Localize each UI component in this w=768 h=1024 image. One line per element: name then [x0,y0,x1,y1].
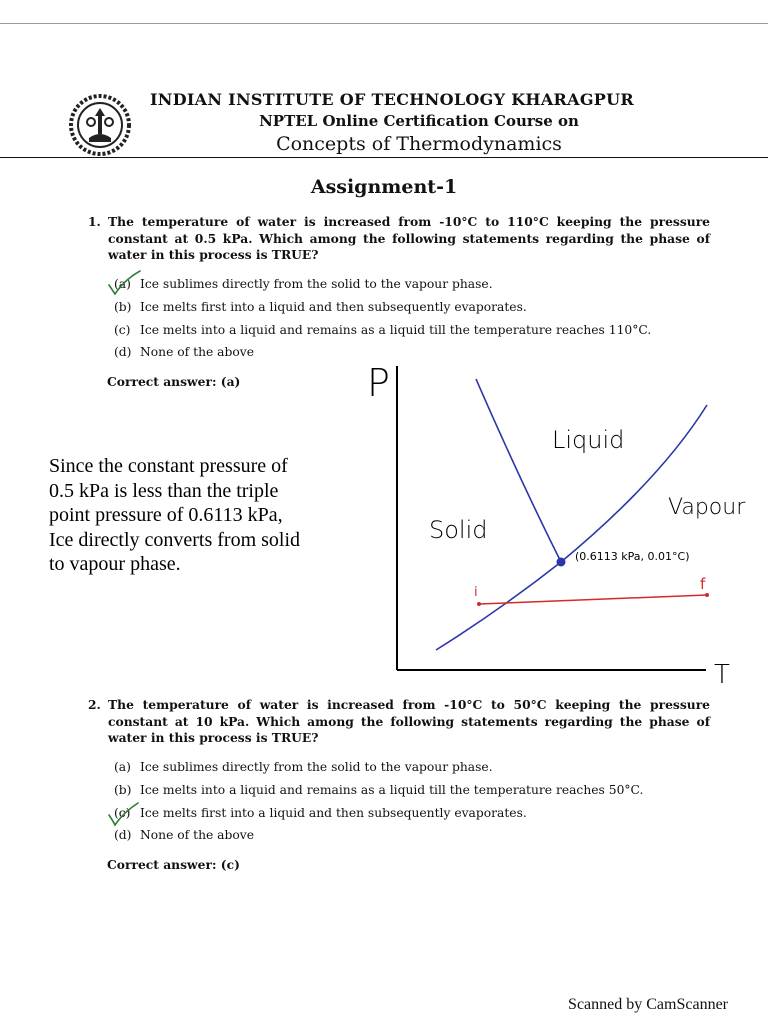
option-label: (b) [114,300,132,314]
question-1 [88,214,710,264]
question-2 [88,697,710,747]
p-axis-label: P [367,361,390,405]
option-label: (d) [114,345,132,359]
phase-diagram [330,360,760,690]
institute-name: INDIAN INSTITUTE OF TECHNOLOGY KHARAGPUR [150,90,634,109]
fusion-curve [476,379,561,562]
option-label: (a) [114,760,131,774]
q1-correct-answer: Correct answer: (a) [107,374,241,389]
option-label: (b) [114,783,132,797]
triple-point [557,558,566,567]
explanation-line: 0.5 kPa is less than the triple [49,479,279,502]
start-state-point [477,602,481,606]
q1-checkmark-icon [106,268,142,296]
explanation-line: Ice directly converts from solid [49,528,301,551]
option-label: (d) [114,828,132,842]
solid-region-label: Solid [429,516,488,544]
header-rule [0,157,768,158]
course-title: Concepts of Thermodynamics [276,133,562,155]
explanation-line: Since the constant pressure of [49,455,288,477]
scanner-watermark: Scanned by CamScanner [568,996,728,1013]
option-label: (c) [114,806,131,820]
option-text: Ice melts first into a liquid and then subsequently evaporates. [140,806,527,820]
q2-checkmark-icon [106,800,142,828]
option-text: Ice sublimes directly from the solid to the vapour phase. [140,277,493,291]
q1-option-d [114,345,254,359]
assignment-title: Assignment-1 [310,176,458,198]
explanation-line: to vapour phase. [49,553,181,575]
course-line: NPTEL Online Certification Course on [259,112,579,130]
constant-pressure-process-line [479,595,707,604]
option-text: Ice sublimes directly from the solid to the vapour phase. [140,760,493,774]
q1-option-c [114,323,651,337]
triple-point-label: (0.6113 kPa, 0.01°C) [575,550,690,563]
question-text: The temperature of water is increased from -10°C to 50°C keeping the pressure constant at 10 kPa. Which among the following statements regarding the phase of water in this process is TRUE? [108,697,710,745]
liquid-region-label: Liquid [552,426,625,454]
q1-option-b [114,300,527,314]
question-text: The temperature of water is increased from -10°C to 110°C keeping the pressure constant at 0.5 kPa. Which among the following statements regarding the phase of water in this process is TRUE? [108,214,710,262]
scan-top-edge [0,23,768,24]
option-text: None of the above [140,828,255,842]
explanation-line: point pressure of 0.6113 kPa, [49,504,283,526]
option-text: None of the above [140,345,255,359]
q2-option-a [114,760,493,774]
option-text: Ice melts into a liquid and remains as a liquid till the temperature reaches 50°C. [140,783,644,797]
q1-option-a [114,277,493,291]
t-axis-label: T [714,660,730,690]
q2-option-b [114,783,643,797]
option-label: (c) [114,323,131,337]
q2-option-c [114,806,527,820]
option-text: Ice melts into a liquid and remains as a liquid till the temperature reaches 110°C. [140,323,652,337]
question-number: 2. [88,697,101,712]
question-number: 1. [88,214,101,229]
explanation-text [49,454,369,577]
option-label: (a) [114,277,131,291]
vapour-region-label: Vapour [668,495,746,520]
end-state-point [705,593,709,597]
start-state-label: i [474,585,478,600]
end-state-label: f [700,575,706,593]
q2-correct-answer: Correct answer: (c) [107,857,240,872]
q2-option-d [114,828,254,842]
option-text: Ice melts first into a liquid and then subsequently evaporates. [140,300,527,314]
